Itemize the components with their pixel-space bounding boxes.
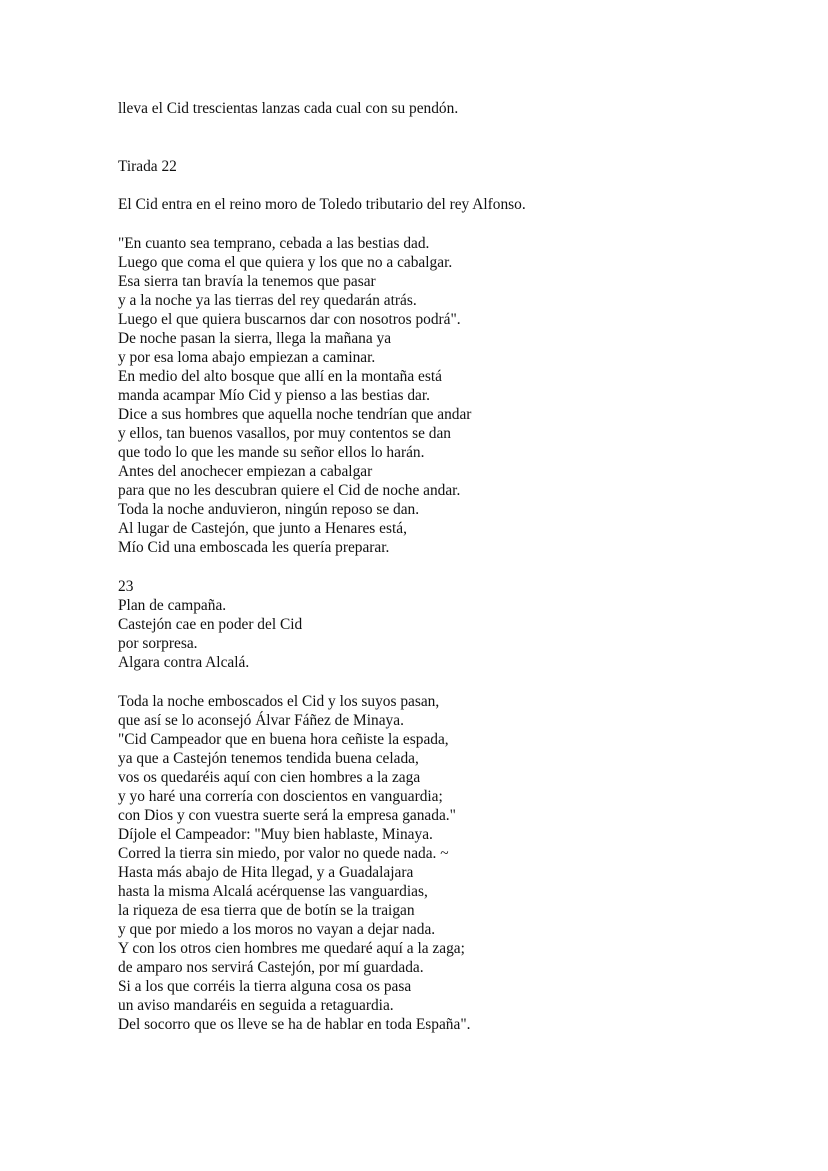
verse-line: Antes del anochecer empiezan a cabalgar: [118, 463, 373, 480]
verse-line: y que por miedo a los moros no vayan a dejar nada.: [118, 921, 436, 938]
verse-line: Luego que coma el que quiera y los que no a cabalgar.: [118, 254, 453, 271]
verse-line: En medio del alto bosque que allí en la montaña está: [118, 368, 442, 385]
verse-line: De noche pasan la sierra, llega la mañana ya: [118, 330, 392, 347]
verse-line: un aviso mandaréis en seguida a retaguardia.: [118, 997, 394, 1014]
section-summary-line: Castejón cae en poder del Cid: [118, 616, 303, 633]
verse-line: hasta la misma Alcalá acérquense las vanguardias,: [118, 883, 428, 900]
verse-line: Al lugar de Castejón, que junto a Henares está,: [118, 520, 407, 537]
verse-line: Corred la tierra sin miedo, por valor no quede nada. ~: [118, 845, 449, 862]
verse-line: que así se lo aconsejó Álvar Fáñez de Minaya.: [118, 712, 404, 729]
verse-line: manda acampar Mío Cid y pienso a las bestias dar.: [118, 387, 431, 404]
verse-line: vos os quedaréis aquí con cien hombres a la zaga: [118, 769, 421, 786]
verse-line: Díjole el Campeador: "Muy bien hablaste, Minaya.: [118, 826, 433, 843]
verse-line: Dice a sus hombres que aquella noche tendrían que andar: [118, 406, 472, 423]
section-summary-line: Algara contra Alcalá.: [118, 654, 250, 671]
verse-line: "Cid Campeador que en buena hora ceñiste la espada,: [118, 731, 449, 748]
verse-line: y yo haré una correría con doscientos en vanguardia;: [118, 788, 443, 805]
verse-line: Luego el que quiera buscarnos dar con nosotros podrá".: [118, 311, 461, 328]
section-heading-22: Tirada 22: [118, 158, 177, 175]
verse-line: Hasta más abajo de Hita llegad, y a Guadalajara: [118, 864, 414, 881]
verse-line: con Dios y con vuestra suerte será la empresa ganada.": [118, 807, 456, 824]
verse-line: "En cuanto sea temprano, cebada a las bestias dad.: [118, 235, 430, 252]
verse-line: Si a los que corréis la tierra alguna cosa os pasa: [118, 978, 412, 995]
verse-line: Del socorro que os lleve se ha de hablar en toda España".: [118, 1016, 471, 1033]
section-heading-23: 23: [118, 578, 134, 595]
section-summary-line: Plan de campaña.: [118, 597, 227, 614]
verse-line: la riqueza de esa tierra que de botín se la traigan: [118, 902, 415, 919]
intro-line: lleva el Cid trescientas lanzas cada cual con su pendón.: [118, 100, 459, 117]
verse-line: Toda la noche anduvieron, ningún reposo se dan.: [118, 501, 420, 518]
verse-line: y ellos, tan buenos vasallos, por muy contentos se dan: [118, 425, 451, 442]
verse-line: que todo lo que les mande su señor ellos lo harán.: [118, 444, 425, 461]
verse-line: y por esa loma abajo empiezan a caminar.: [118, 349, 376, 366]
verse-line: Toda la noche emboscados el Cid y los suyos pasan,: [118, 693, 440, 710]
section-summary-22: El Cid entra en el reino moro de Toledo tributario del rey Alfonso.: [118, 196, 526, 213]
verse-line: Esa sierra tan bravía la tenemos que pasar: [118, 273, 376, 290]
verse-line: ya que a Castejón tenemos tendida buena celada,: [118, 750, 419, 767]
verse-line: para que no les descubran quiere el Cid de noche andar.: [118, 482, 461, 499]
verse-line: Mío Cid una emboscada les quería preparar.: [118, 539, 390, 556]
section-summary-line: por sorpresa.: [118, 635, 198, 652]
verse-line: y a la noche ya las tierras del rey quedarán atrás.: [118, 292, 417, 309]
verse-line: de amparo nos servirá Castejón, por mí guardada.: [118, 959, 424, 976]
verse-line: Y con los otros cien hombres me quedaré aquí a la zaga;: [118, 940, 465, 957]
